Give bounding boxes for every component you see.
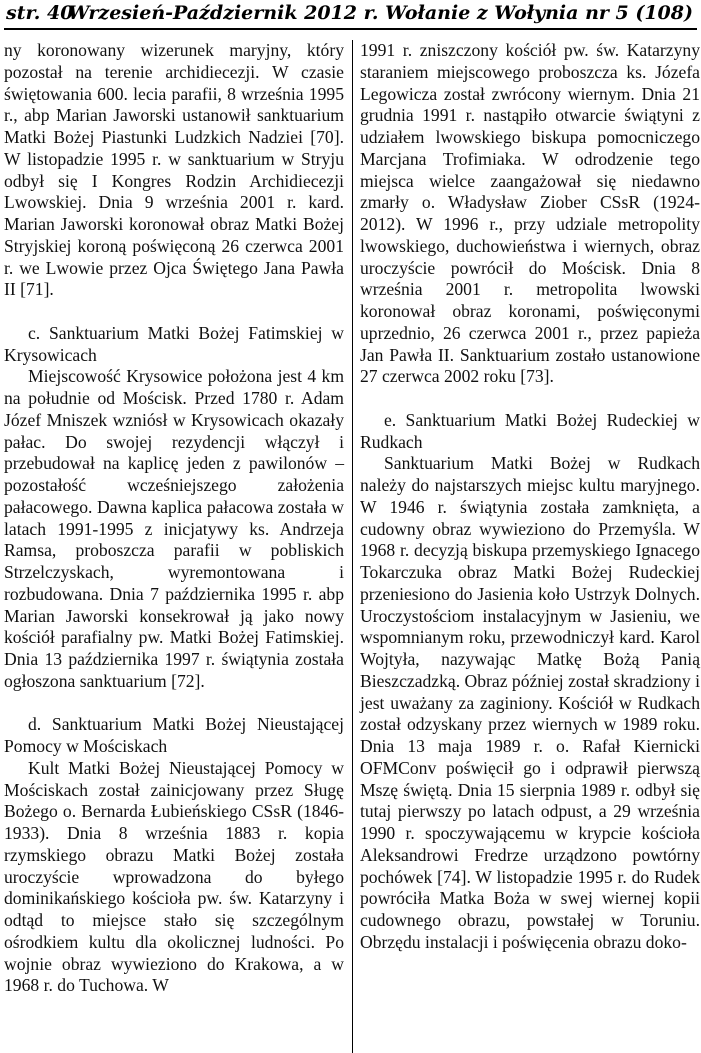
- section-heading-d: d. Sanktuarium Matki Bożej Nieustającej Pomocy w Mościskach: [4, 714, 344, 756]
- issue-title: Wrzesień-Październik 2012 r. Wołanie z Wołynia nr 5 (108): [67, 2, 693, 24]
- paragraph: Miejscowość Krysowice położona jest 4 km na południe od Mościsk. Przed 1780 r. Adam Józef Mniszek wzniósł w Krysowicach okazały pałac. Do swojej rezydencji włączył i przebudował na kaplicę jeden z pawilonów – pozostałość wcześniejszego założenia pałacowego. Dawna kaplica pałacowa została w latach 1991-1995 z inicjatywy ks. Andrzeja Ramsa, proboszcza parafii w pobliskich Strzelczyskach, wyremontowana i rozbudowana. Dnia 7 października 1995 r. abp Marian Jaworski konsekrował ją jako nowy kościół parafialny pw. Matki Bożej Fatimskiej. Dnia 13 października 1997 r. świątynia została ogłoszona sanktuarium [72].: [4, 366, 344, 691]
- paragraph: Sanktuarium Matki Bożej w Rudkach należy do najstarszych miejsc kultu maryjnego. W 1946 r. świątynia została zamknięta, a cudowny obraz wywieziono do Przemyśla. W 1968 r. decyzją biskupa przemyskiego Ignacego Tokarczuka obraz Matki Bożej Rudeckiej przeniesiono do Jasienia koło Ustrzyk Dolnych. Uroczystościom instalacyjnym w Jasieniu, we wspomnianym roku, przewodniczył kard. Karol Wojtyła, nazywając Matkę Bożą Panią Bieszczadzką. Obraz później został skradziony i jest uważany za zaginiony. Kościół w Rudkach został odzyskany przez wiernych w 1989 roku. Dnia 13 maja 1989 r. o. Rafał Kiernicki OFMConv poświęcił go i odprawił pierwszą Mszę świętą. Dnia 15 sierpnia 1989 r. odbył się tutaj pierwszy po latach odpust, a 29 września 1990 r. spoczywającemu w krypcie kościoła Aleksandrowi Fredrze urządzono powtórny pochówek [74]. W listopadzie 1995 r. do Rudek powróciła Matka Boża w swej wiernej kopii cudownego obrazu, powstałej w Toruniu. Obrzędu instalacji i poświęcenia obrazu doko-: [360, 453, 701, 952]
- page-number: str. 40: [6, 2, 74, 24]
- section-heading-e: e. Sanktuarium Matki Bożej Rudeckiej w Rudkach: [360, 409, 700, 452]
- section-heading-c: c. Sanktuarium Matki Bożej Fatimskiej w Krysowicach: [4, 322, 344, 365]
- paragraph: ny koronowany wizerunek maryjny, który pozostał na terenie archidiecezji. W czasie świętowania 600. lecia parafii, 8 września 1995 r., abp Marian Jaworski ustanowił sanktuarium Matki Bożej Piastunki Ludzkich Nadziei [70]. W listopadzie 1995 r. w sanktuarium w Stryju odbył się I Kongres Rodzin Archidiecezji Lwowskiej. Dnia 9 września 2001 r. kard. Marian Jaworski koronował obraz Matki Bożej Stryjskiej koroną poświęconą 26 czerwca 2001 r. we Lwowie przez Ojca Świętego Jana Pawła II [71].: [4, 40, 344, 300]
- left-column: [4, 40, 344, 997]
- paragraph: Kult Matki Bożej Nieustającej Pomocy w Mościskach został zainicjowany przez Sługę Bożego o. Bernarda Łubieńskiego CSsR (1846-1933). Dnia 8 września 1883 r. kopia rzymskiego obrazu Matki Bożej została uroczyście wprowadzona do byłego dominikańskiego kościoła pw. św. Katarzyny i odtąd to miejsce stało się szczególnym ośrodkiem kultu dla okolicznej ludności. Po wojnie obraz wywieziono do Krakowa, a w 1968 r. do Tuchowa. W: [4, 757, 344, 996]
- running-header: [4, 0, 697, 30]
- right-column: [360, 40, 700, 954]
- column-divider: [352, 40, 353, 1053]
- paragraph: 1991 r. zniszczony kościół pw. św. Katarzyny staraniem miejscowego proboszcza ks. Józefa Legowicza został zwrócony wiernym. Dnia 21 grudnia 1991 r. nastąpiło otwarcie świątyni z udziałem lwowskiego biskupa pomocniczego Marcjana Trofimiaka. W odrodzenie tego miejsca wielce zaangażował się niedawno zmarły o. Władysław Ziober CSsR (1924-2012). W 1996 r., przy udziale metropolity lwowskiego, duchowieństwa i wiernych, obraz uroczyście powrócił do Mościsk. Dnia 8 września 2001 r. metropolita lwowski koronował obraz koronami, poświęconymi uprzednio, 26 czerwca 2001 r., przez papieża Jan Pawła II. Sanktuarium zostało ustanowione 27 czerwca 2002 roku [73].: [360, 40, 700, 387]
